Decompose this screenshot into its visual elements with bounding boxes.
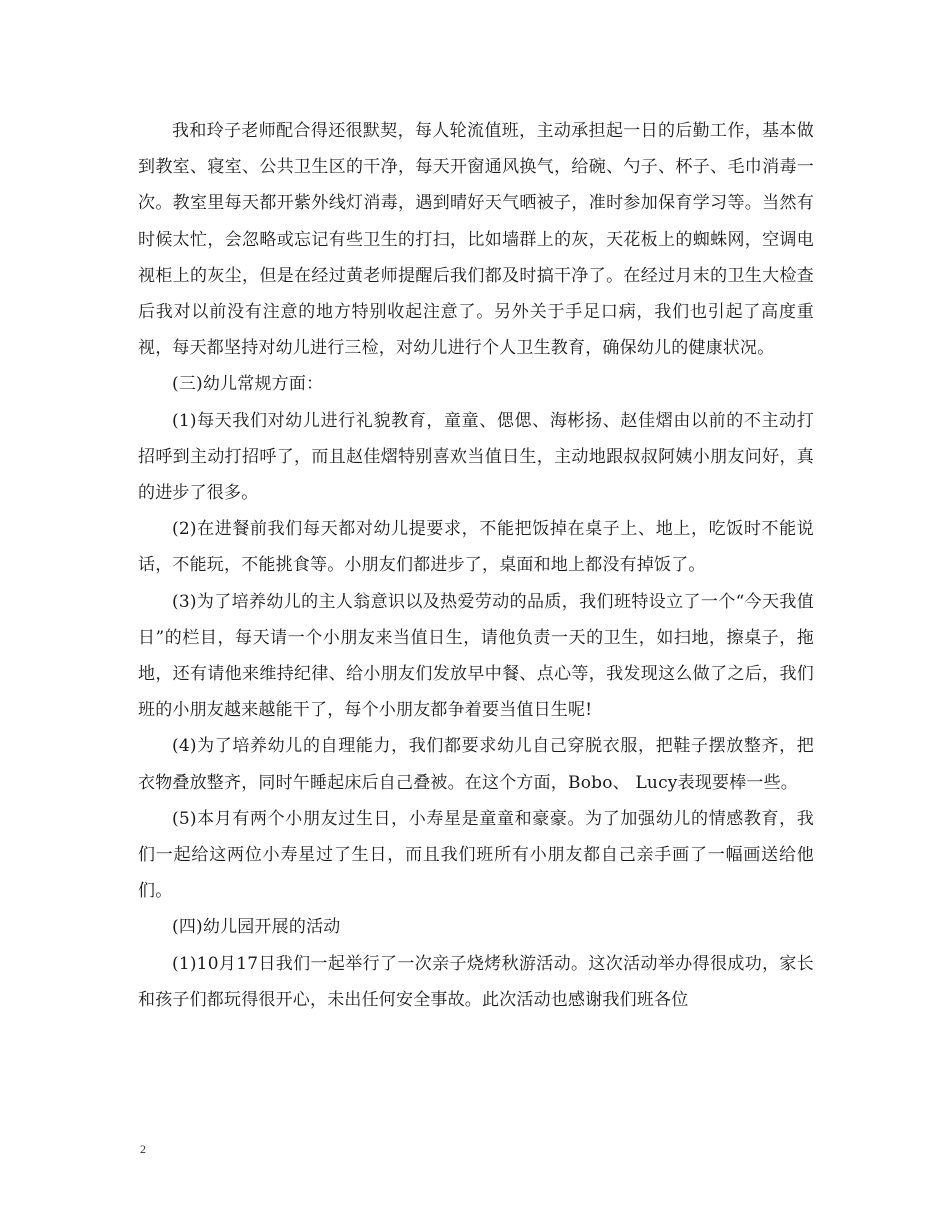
paragraph-routine-3: (3)为了培养幼儿的主人翁意识以及热爱劳动的品质，我们班特设立了一个“今天我值日”的栏目，每天请一个小朋友来当值日生，请他负责一天的卫生，如扫地，擦桌子，拖地，还有请他来维持纪律、给小朋友们发放早中餐、点心等，我发现这么做了之后，我们班的小朋友越来越能干了，每个小朋友都争着要当值日生呢! [138,591,814,721]
paragraph-routine-2: (2)在进餐前我们每天都对幼儿提要求，不能把饭掉在桌子上、地上，吃饭时不能说话，不能玩，不能挑食等。小朋友们都进步了，桌面和地上都没有掉饭了。 [138,519,814,576]
paragraph-routine-1: (1)每天我们对幼儿进行礼貌教育，童童、偲偲、海彬扬、赵佳熠由以前的不主动打招呼到主动打招呼了，而且赵佳熠特别喜欢当值日生，主动地跟叔叔阿姨小朋友问好，真的进步了很多。 [138,410,814,504]
paragraph-activities-1: (1)10月17日我们一起举行了一次亲子烧烤秋游活动。这次活动举办得很成功，家长和孩子们都玩得很开心，未出任何安全事故。此次活动也感谢我们班各位 [138,953,814,1010]
body-text [138,113,814,1018]
paragraph-hygiene: 我和玲子老师配合得还很默契，每人轮流值班，主动承担起一日的后勤工作，基本做到教室、寝室、公共卫生区的干净，每天开窗通风换气，给碗、勺子、杯子、毛巾消毒一次。教室里每天都开紫外线灯消毒，遇到晴好天气晒被子，准时参加保育学习等。当然有时候太忙，会忽略或忘记有些卫生的打扫，比如墙群上的灰，天花板上的蜘蛛网，空调电视柜上的灰尘，但是在经过黄老师提醒后我们都及时搞干净了。在经过月末的卫生大检查后我对以前没有注意的地方特别收起注意了。另外关于手足口病，我们也引起了高度重视，每天都坚持对幼儿进行三检，对幼儿进行个人卫生教育，确保幼儿的健康状况。 [138,121,814,359]
paragraph-routine-4: (4)为了培养幼儿的自理能力，我们都要求幼儿自己穿脱衣服，把鞋子摆放整齐，把衣物叠放整齐，同时午睡起床后自己叠被。在这个方面，Bobo、 Lucy表现要棒一些。 [138,736,814,793]
paragraph-routine-5: (5)本月有两个小朋友过生日，小寿星是童童和豪豪。为了加强幼儿的情感教育，我们一起给这两位小寿星过了生日，而且我们班所有小朋友都自己亲手画了一幅画送给他们。 [138,808,814,902]
heading-routine: (三)幼儿常规方面： [172,374,324,395]
page-number: 2 [140,1142,146,1156]
heading-activities: (四)幼儿园开展的活动 [172,917,341,938]
